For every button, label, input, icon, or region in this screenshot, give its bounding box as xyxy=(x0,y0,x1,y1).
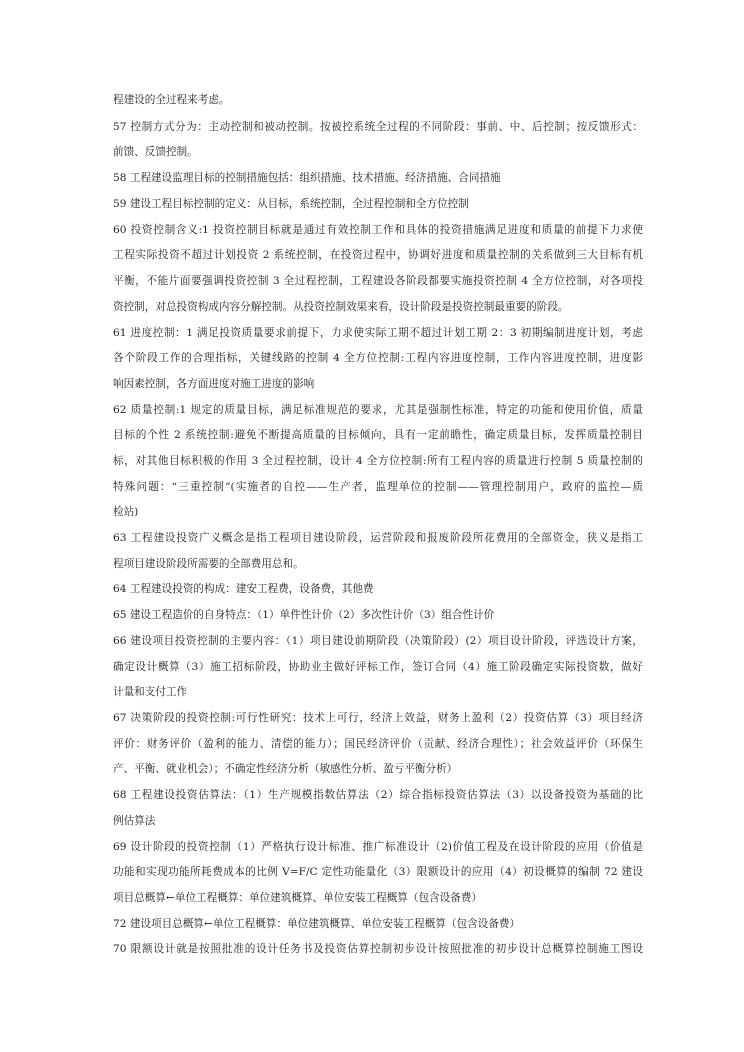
text-line: 资控制，对总投资构成内容分解控制。从投资控制效果来看，设计阶段是投资控制最重要的阶段。 xyxy=(113,301,569,313)
text-line: 确定设计概算（3）施工招标阶段，协助业主做好评标工作，签订合同（4）施工阶段确定实际投资数，做好 xyxy=(113,661,643,673)
text-line: 检站) xyxy=(113,506,139,518)
text-line: 69 设计阶段的投资控制（1）严格执行设计标准、推广标准设计（2)价值工程及在设计阶段的应用（价值是 xyxy=(113,841,643,853)
text-line: 产、平衡、就业机会）；不确定性经济分析（敏感性分析、盈亏平衡分析） xyxy=(113,763,458,775)
text-line: 特殊问题：“三重控制”(实施者的自控——生产者，监理单位的控制——管理控制用户，政府的监控—质 xyxy=(113,481,643,493)
text-line: 70 限额设计就是按照批准的设计任务书及投资估算控制初步设计按照批准的初步设计总概算控制施工图设 xyxy=(113,943,643,955)
text-line: 前馈、反馈控制。 xyxy=(113,146,198,158)
text-line: 57 控制方式分为：主动控制和被动控制。按被控系统全过程的不同阶段：事前、中、后控制；按反馈形式： xyxy=(113,121,643,133)
text-line: 59 建设工程目标控制的定义：从目标，系统控制，全过程控制和全方位控制 xyxy=(113,198,469,210)
text-line: 68 工程建设投资估算法：（1）生产规模指数估算法（2）综合指标投资估算法（3）以设备投资为基础的比 xyxy=(113,789,643,801)
text-line: 61 进度控制：1 满足投资质量要求前提下，力求使实际工期不超过计划工期 2：3 初期编制进度计划，考虑 xyxy=(113,327,643,339)
text-line: 项目总概算←单位工程概算：单位建筑概算、单位安装工程概算（包含设备费） xyxy=(113,892,483,904)
text-line: 评价：财务评价（盈利的能力、清偿的能力）；国民经济评价（贡献、经济合理性）；社会效益评价（环保生 xyxy=(113,738,643,750)
text-line: 58 工程建设监理目标的控制措施包括：组织措施、技术措施、经济措施、合同措施 xyxy=(113,172,501,184)
text-line: 功能和实现功能所耗费成本的比例 V=F/C 定性功能量化（3）限额设计的应用（4）初设概算的编制 72 建设 xyxy=(113,866,643,878)
text-line: 66 建设项目投资控制的主要内容：（1）项目建设前期阶段（决策阶段）(2）项目设计阶段，评选设计方案， xyxy=(113,635,643,647)
text-line: 67 决策阶段的投资控制:可行性研究：技术上可行，经济上效益，财务上盈利（2）投资估算（3）项目经济 xyxy=(113,712,643,724)
text-line: 63 工程建设投资广义概念是指工程项目建设阶段，运营阶段和报废阶段所花费用的全部资金，狭义是指工 xyxy=(113,532,643,544)
text-line: 72 建设项目总概算←单位工程概算：单位建筑概算、单位安装工程概算（包含设备费） xyxy=(113,918,521,930)
text-line: 62 质量控制:1 规定的质量目标，满足标准规范的要求，尤其是强制性标准，特定的功能和使用价值，质量 xyxy=(113,404,643,416)
text-line: 标，对其他目标积极的作用 3 全过程控制，设计 4 全方位控制:所有工程内容的质量进行控制 5 质量控制的 xyxy=(113,455,643,467)
text-line: 程项目建设阶段所需要的全部费用总和。 xyxy=(113,558,304,570)
text-line: 响因素控制，各方面进度对施工进度的影响 xyxy=(113,378,315,390)
text-line: 平衡，不能片面要强调投资控制 3 全过程控制，工程建设各阶段都要实施投资控制 4 全方位控制，对各项投 xyxy=(113,275,643,287)
text-line: 目标的个性 2 系统控制:避免不断提高质量的目标倾向，具有一定前瞻性，确定质量目标，发挥质量控制目 xyxy=(113,429,643,441)
text-line: 例估算法 xyxy=(113,815,156,827)
text-line: 65 建设工程造价的自身特点：（1）单件性计价（2）多次性计价（3）组合性计价 xyxy=(113,609,495,621)
text-line: 各个阶段工作的合理指标，关键线路的控制 4 全方位控制:工程内容进度控制，工作内容进度控制，进度影 xyxy=(113,352,643,364)
text-line: 工程实际投资不超过计划投资 2 系统控制，在投资过程中，协调好进度和质量控制的关系做到三大目标有机 xyxy=(113,249,643,261)
text-line: 60 投资控制含义:1 投资控制目标就是通过有效控制工作和具体的投资措施满足进度和质量的前提下力求使 xyxy=(113,224,643,236)
text-line: 64 工程建设投资的构成：建安工程费，设备费，其他费 xyxy=(113,583,374,595)
text-line: 计量和支付工作 xyxy=(113,686,188,698)
text-line: 程建设的全过程来考虑。 xyxy=(113,94,230,106)
